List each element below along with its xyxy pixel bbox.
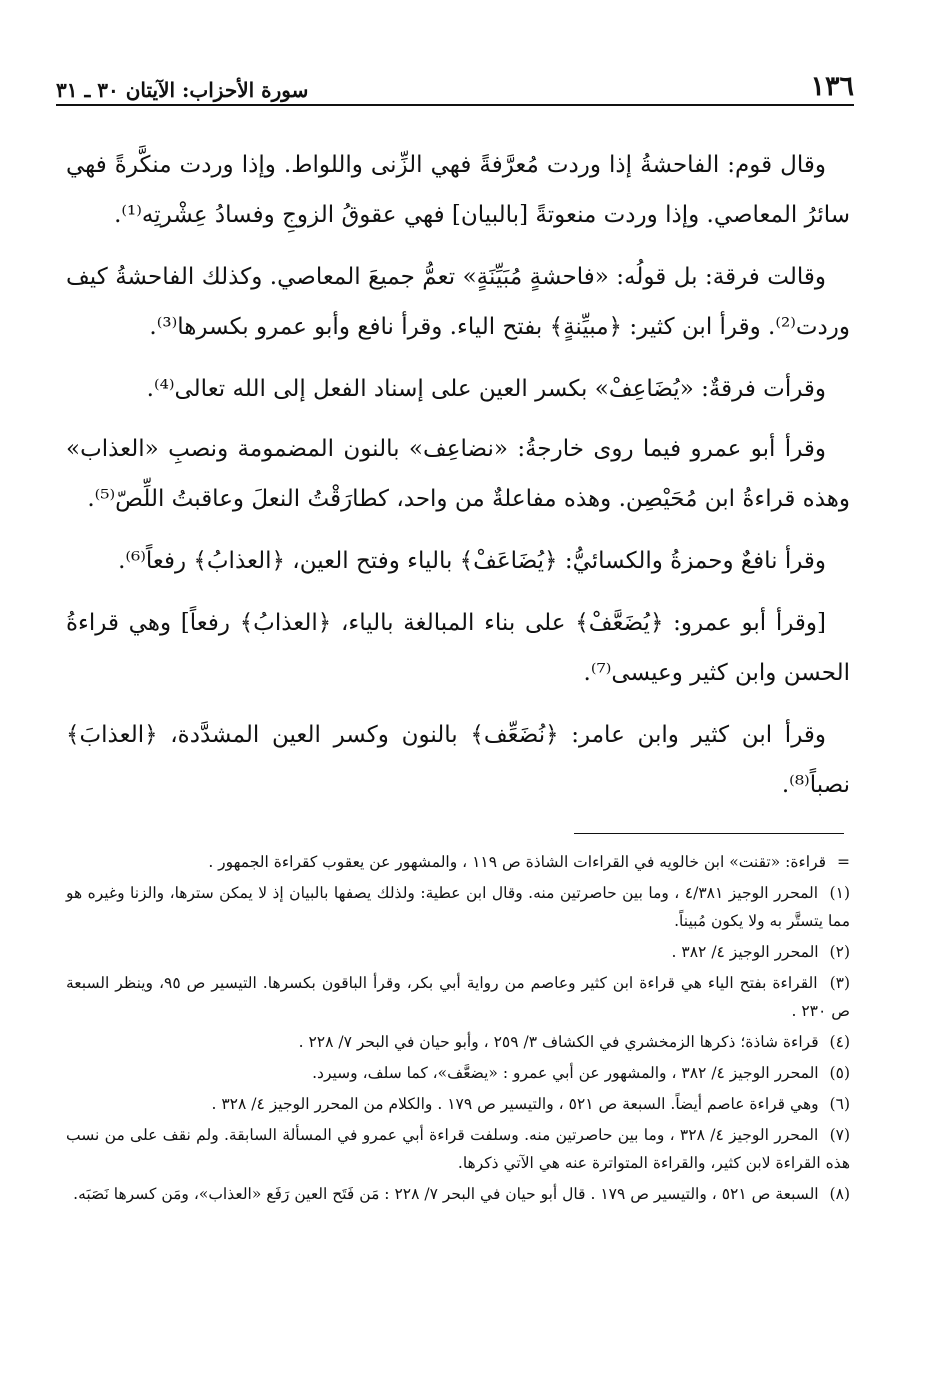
paragraph: وقرأ أبو عمرو فيما روى خارجةُ: «نضاعِف» بالنون المضمومة ونصبِ «العذاب» وهذه قراءةُ ابن مُحَيْصِن. وهذه مفاعلةٌ من واحد، كطارَقْتُ النعلَ وعاقبتُ اللِّصّ⁽⁵⁾. [66, 436, 850, 512]
page-number: ١٣٦ [810, 71, 854, 102]
footnote [66, 1180, 850, 1208]
footnote-text: المحرر الوجيز ٤/٣٨١ ، وما بين حاصرتين منه. وقال ابن عطية: ولذلك يصفها بالبيان إذ لا يمكن سترها، والزنا وغيره هو مما يتستَّر به ولا يكون مُبيناً. [66, 884, 850, 930]
paragraph: وقرأ نافعٌ وحمزةُ والكسائيُّ: ﴿يُضَاعَفْ﴾ بالياء وفتح العين، ﴿العذابُ﴾ رفعاً⁽⁶⁾. [118, 548, 826, 574]
footnote-number: (٧) [829, 1126, 851, 1144]
footnote [66, 1028, 850, 1056]
paragraph: وقرأ ابن كثير وابن عامر: ﴿نُضَعِّف﴾ بالنون وكسر العين المشدَّدة، ﴿العذابَ﴾ نصباً⁽⁸⁾. [66, 722, 850, 798]
footnote [66, 1090, 850, 1118]
footnote [66, 848, 850, 876]
footnote-number: = [837, 853, 850, 871]
paragraph: وقال قوم: الفاحشةُ إذا وردت مُعرَّفةً فهي الزِّنى واللواط. وإذا وردت منكَّرةً فهي سائرُ المعاصي. وإذا وردت منعوتةً [بالبيان] فهي عقوقُ الزوجِ وفسادُ عِشْرتِه⁽¹⁾. [66, 152, 850, 228]
footnote [66, 879, 850, 935]
footnote-divider [574, 833, 844, 834]
footnote-text: قراءة: «تقنت» ابن خالويه في القراءات الشاذة ص ١١٩ ، والمشهور عن يعقوب كقراءة الجمهور . [208, 853, 827, 871]
footnote-text: القراءة بفتح الياء هي قراءة ابن كثير وعاصم من رواية أبي بكر، وقرأ الباقون بكسرها. التيسير ص ٩٥، وينظر السبعة ص ٢٣٠ . [66, 974, 850, 1020]
footnote [66, 969, 850, 1025]
footnote-number: (٤) [829, 1033, 850, 1051]
footnote-text: قراءة شاذة؛ ذكرها الزمخشري في الكشاف ٣/ ٢٥٩ ، وأبو حيان في البحر ٧/ ٢٢٨ . [298, 1033, 819, 1051]
paragraph: [وقرأ أبو عمرو: ﴿يُضَعَّفْ﴾ على بناء المبالغة بالياء، ﴿العذابُ﴾ رفعاً] وهي قراءةُ الحسن وابن كثير وعيسى⁽⁷⁾. [66, 610, 850, 686]
footnote-number: (٥) [829, 1064, 850, 1082]
main-text [66, 140, 850, 822]
footnote-number: (٢) [829, 943, 850, 961]
running-title: سورة الأحزاب: الآيتان ٣٠ ـ ٣١ [56, 78, 309, 102]
footnote-number: (١) [829, 884, 850, 902]
footnote-text: المحرر الوجيز ٤/ ٣٢٨ ، وما بين حاصرتين منه. وسلفت قراءة أبي عمرو في المسألة السابقة. ولم نقف على من نسب هذه القراءة لابن كثير، والقراءة المتواترة عنه هي الآتي ذكرها. [66, 1126, 850, 1172]
page-header [56, 66, 854, 106]
footnote-text: السبعة ص ٥٢١ ، والتيسير ص ١٧٩ . قال أبو حيان في البحر ٧/ ٢٢٨ : مَن فَتَح العين رَفَع «العذاب»، ومَن كسرها نَصَبَه. [73, 1185, 819, 1203]
footnote-text: المحرر الوجيز ٤/ ٣٨٢ ، والمشهور عن أبي عمرو : «يضعَّف»، كما سلف، وسيرد. [312, 1064, 819, 1082]
footnote-text: المحرر الوجيز ٤/ ٣٨٢ . [671, 943, 819, 961]
footnote [66, 938, 850, 966]
footnote-text: وهي قراءة عاصم أيضاً. السبعة ص ٥٢١ ، والتيسير ص ١٧٩ . والكلام من المحرر الوجيز ٤/ ٣٢٨ . [211, 1095, 819, 1113]
footnote [66, 1059, 850, 1087]
footnote [66, 1121, 850, 1177]
footnote-number: (٦) [829, 1095, 850, 1113]
footnote-number: (٣) [829, 974, 851, 992]
footnotes [66, 848, 850, 1211]
paragraph: وقالت فرقة: بل قولُه: «فاحشةٍ مُبَيِّنَةٍ» تعمُّ جميعَ المعاصي. وكذلك الفاحشةُ كيف وردت⁽²⁾. وقرأ ابن كثير: ﴿مبيِّنةٍ﴾ بفتح الياء. وقرأ نافع وأبو عمرو بكسرها⁽³⁾. [66, 264, 850, 340]
paragraph: وقرأت فرقةٌ: «يُضَاعِفْ» بكسر العين على إسناد الفعل إلى الله تعالى⁽⁴⁾. [146, 376, 826, 402]
footnote-number: (٨) [829, 1185, 850, 1203]
